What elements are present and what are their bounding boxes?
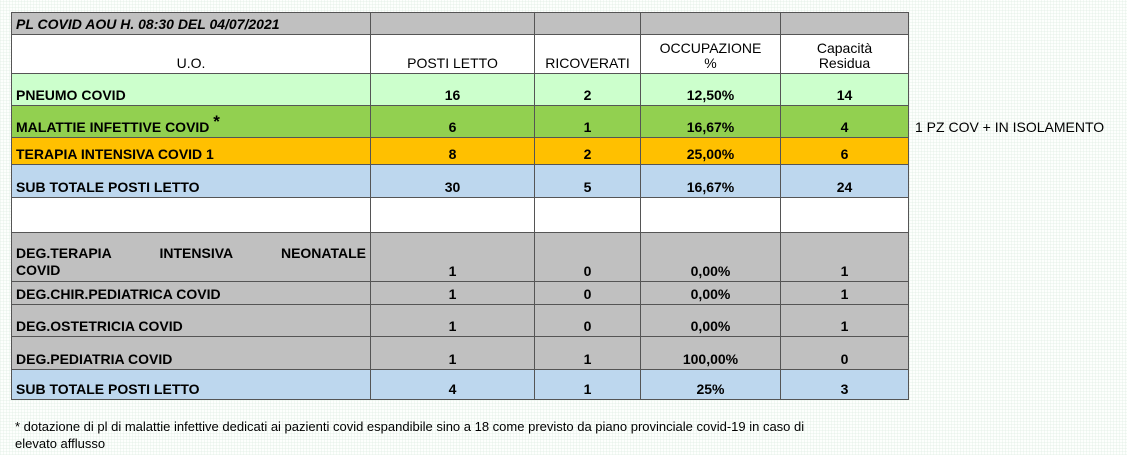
separator-cell — [370, 197, 535, 233]
subtotal-cell-occupazione: 16,67% — [640, 164, 781, 198]
isolation-note: 1 PZ COV + IN ISOLAMENTO — [915, 119, 1105, 135]
table-cell-capacita: 4 — [780, 105, 909, 138]
subtotal-cell-ricoverati: 5 — [534, 164, 641, 198]
subtotal-cell-capacita: 24 — [780, 164, 909, 198]
table-cell-capacita: 1 — [780, 304, 909, 337]
table-cell-occupazione: 0,00% — [640, 281, 781, 305]
table-cell-ricoverati: 0 — [534, 281, 641, 305]
asterisk-marker: * — [213, 112, 220, 131]
separator-cell — [534, 197, 641, 233]
table-row-uo: DEG.TERAPIA INTENSIVA NEONATALE COVID — [11, 232, 371, 282]
table-cell-occupazione: 0,00% — [640, 304, 781, 337]
table-cell-posti: 1 — [370, 232, 535, 282]
table-cell-occupazione: 0,00% — [640, 232, 781, 282]
header-capacita: Capacità Residua — [780, 34, 909, 74]
table-cell-ricoverati: 2 — [534, 137, 641, 165]
table-cell-capacita: 14 — [780, 73, 909, 106]
table-cell-posti: 16 — [370, 73, 535, 106]
table-cell-ricoverati: 0 — [534, 304, 641, 337]
header-uo: U.O. — [11, 34, 371, 74]
table-cell-posti: 6 — [370, 105, 535, 138]
table-cell-capacita: 1 — [780, 232, 909, 282]
subtotal-cell-posti: 30 — [370, 164, 535, 198]
table-cell-occupazione: 12,50% — [640, 73, 781, 106]
footnote-line: * dotazione di pl di malattie infettive dedicati ai pazienti covid espandibile sino a 18 come previsto da piano provinciale covid-19 in caso di — [15, 419, 805, 434]
title-empty-cell — [370, 12, 535, 35]
table-cell-capacita: 6 — [780, 137, 909, 165]
separator-cell — [11, 197, 371, 233]
table-cell-capacita: 1 — [780, 281, 909, 305]
table-title: PL COVID AOU H. 08:30 DEL 04/07/2021 — [11, 12, 371, 35]
separator-cell — [640, 197, 781, 233]
table-cell-posti: 8 — [370, 137, 535, 165]
table-cell-posti: 1 — [370, 281, 535, 305]
table-cell-posti: 1 — [370, 336, 535, 370]
table-row-uo: DEG.OSTETRICIA COVID — [11, 304, 371, 337]
table-row-uo: TERAPIA INTENSIVA COVID 1 — [11, 137, 371, 165]
table-cell-occupazione: 100,00% — [640, 336, 781, 370]
title-empty-cell — [780, 12, 909, 35]
table-row-uo: DEG.CHIR.PEDIATRICA COVID — [11, 281, 371, 305]
subtotal-row-uo: SUB TOTALE POSTI LETTO — [11, 369, 371, 400]
subtotal-cell-posti: 4 — [370, 369, 535, 400]
table-row-uo: DEG.PEDIATRIA COVID — [11, 336, 371, 370]
title-empty-cell — [640, 12, 781, 35]
table-cell-ricoverati: 2 — [534, 73, 641, 106]
table-cell-ricoverati: 0 — [534, 232, 641, 282]
table-cell-occupazione: 16,67% — [640, 105, 781, 138]
header-posti-letto: POSTI LETTO — [370, 34, 535, 74]
table-cell-capacita: 0 — [780, 336, 909, 370]
table-cell-occupazione: 25,00% — [640, 137, 781, 165]
separator-cell — [780, 197, 909, 233]
title-empty-cell — [534, 12, 641, 35]
subtotal-row-uo: SUB TOTALE POSTI LETTO — [11, 164, 371, 198]
subtotal-cell-capacita: 3 — [780, 369, 909, 400]
footnote-line: elevato afflusso — [15, 436, 106, 451]
table-row-uo: MALATTIE INFETTIVE COVID * — [11, 105, 371, 138]
table-cell-posti: 1 — [370, 304, 535, 337]
footnote — [15, 418, 915, 452]
header-occupazione: OCCUPAZIONE % — [640, 34, 781, 74]
header-ricoverati: RICOVERATI — [534, 34, 641, 74]
subtotal-cell-occupazione: 25% — [640, 369, 781, 400]
table-cell-ricoverati: 1 — [534, 336, 641, 370]
table-cell-ricoverati: 1 — [534, 105, 641, 138]
table-row-uo: PNEUMO COVID — [11, 73, 371, 106]
subtotal-cell-ricoverati: 1 — [534, 369, 641, 400]
